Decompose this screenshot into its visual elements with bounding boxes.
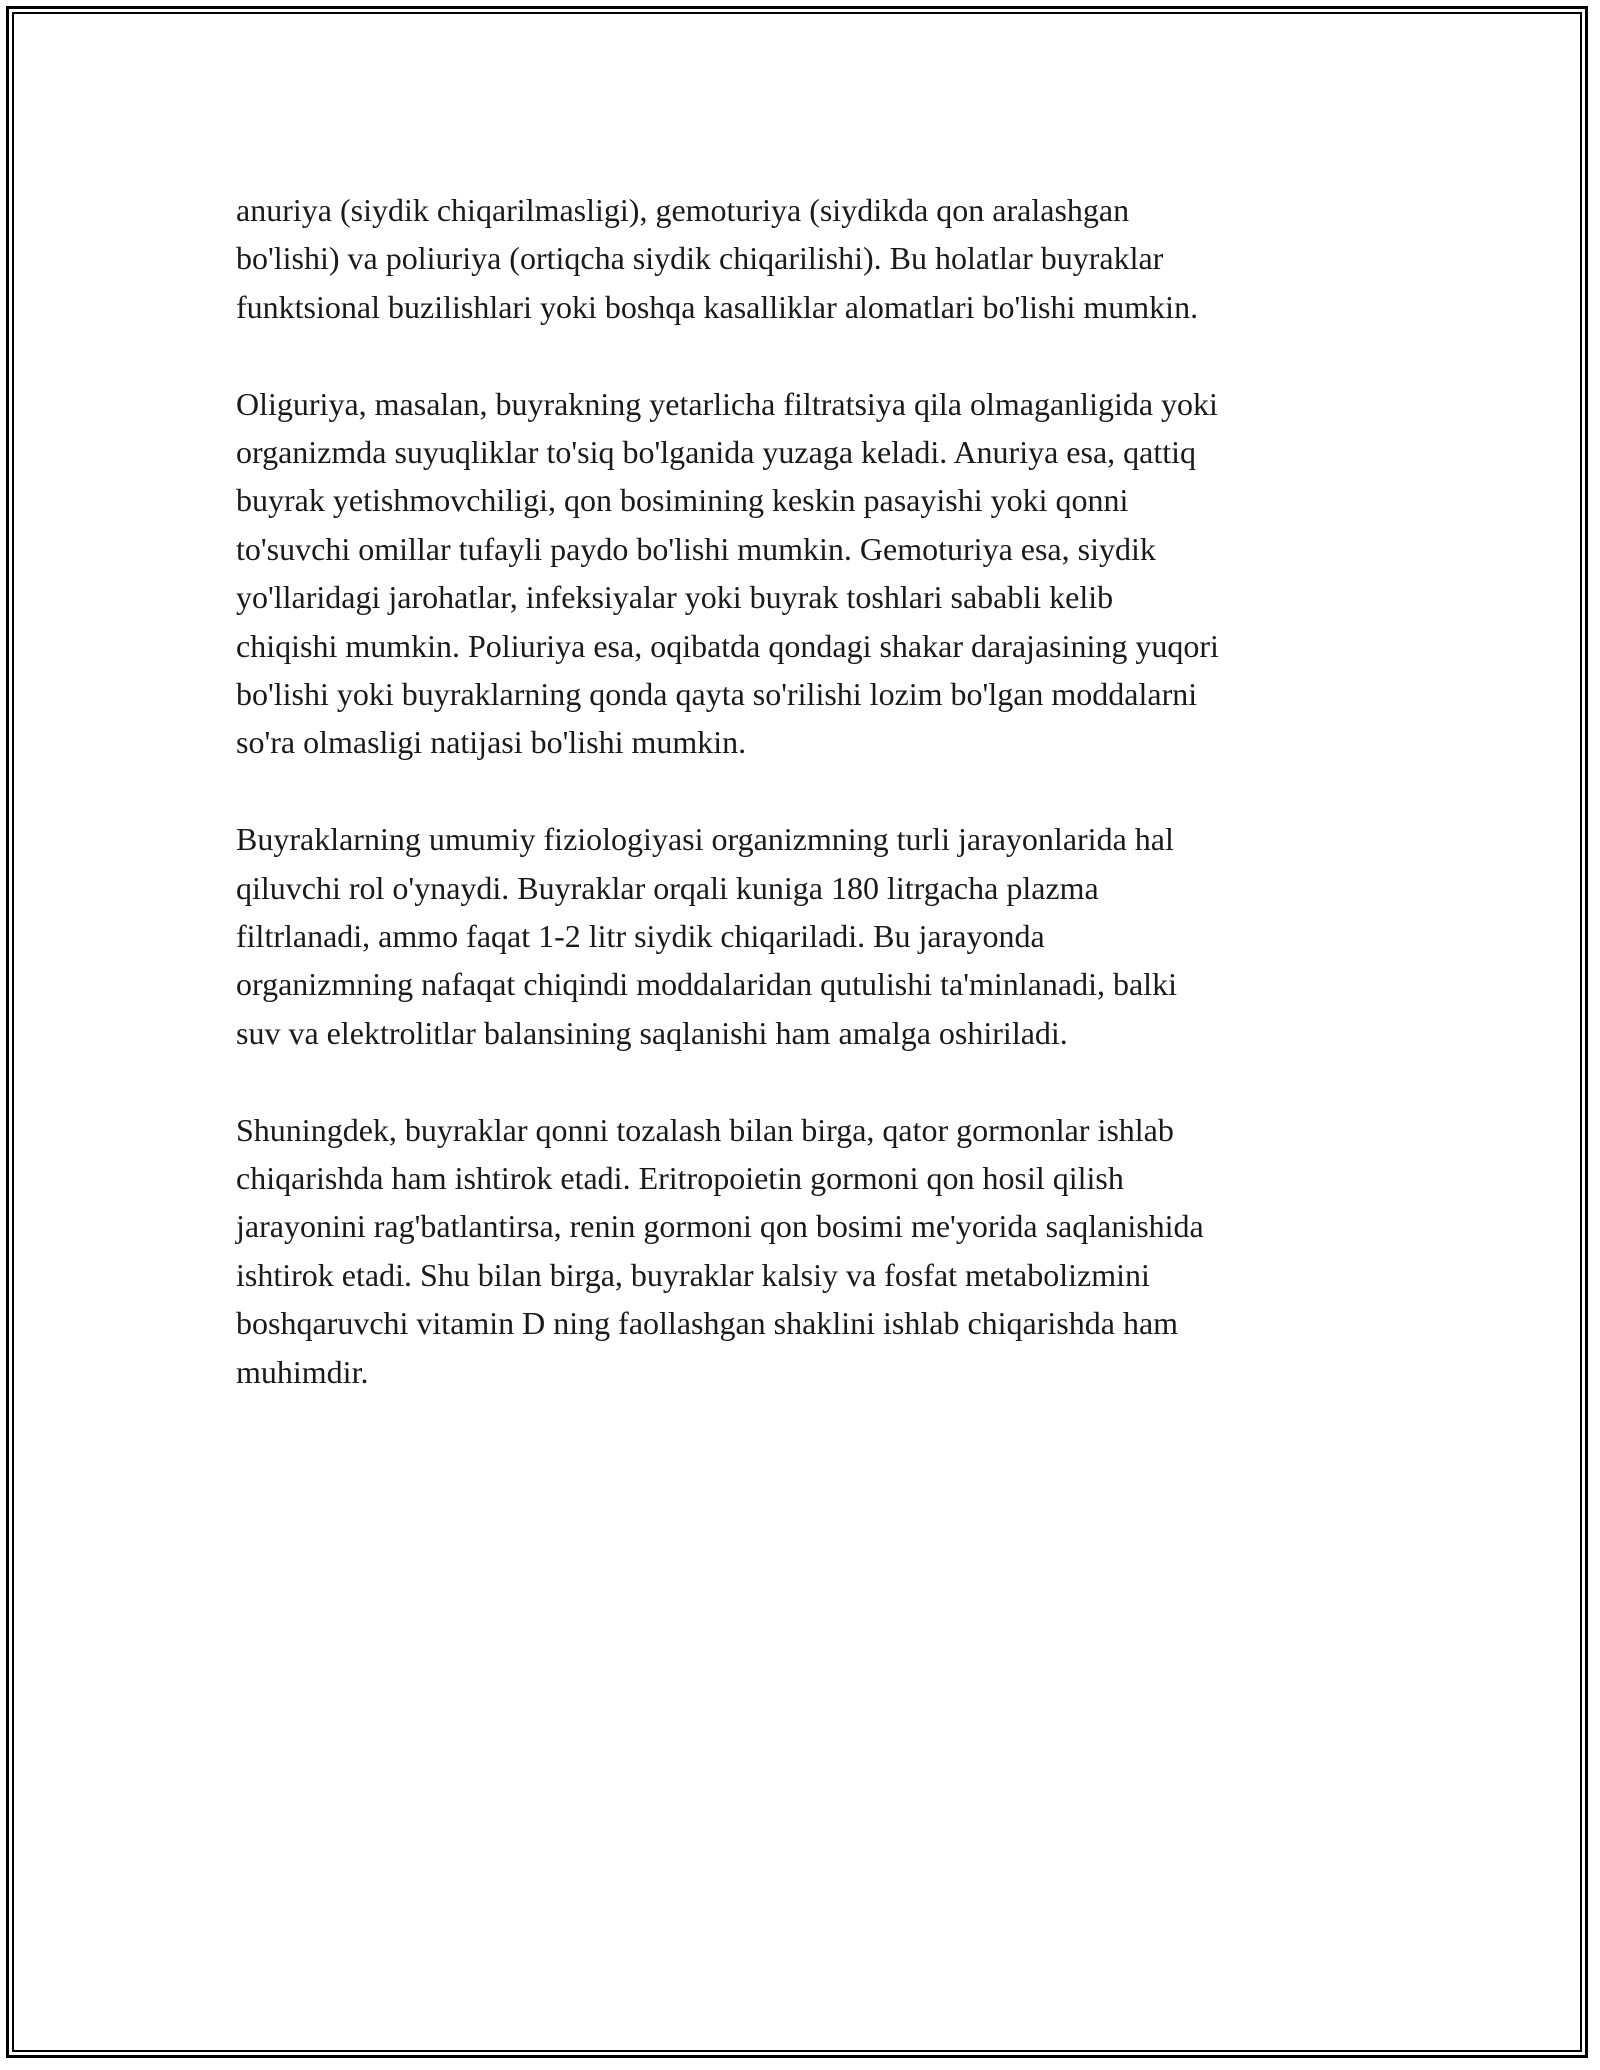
page-body [236,186,1376,1445]
paragraph: Shuningdek, buyraklar qonni tozalash bilan birga, qator gormonlar ishlab chiqarishda ham ishtirok etadi. Eritropoietin gormoni qon hosil qilish jarayonini rag'batlantirsa, renin gormoni qon bosimi me'yorida saqlanishida ishtirok etadi. Shu bilan birga, buyraklar kalsiy va fosfat metabolizmini boshqaruvchi vitamin D ning faollashgan shaklini ishlab chiqarishda ham muhimdir. [236,1111,1204,1390]
paragraph: Buyraklarning umumiy fiziologiyasi organizmning turli jarayonlarida hal qiluvchi rol o'ynaydi. Buyraklar orqali kuniga 180 litrgacha plazma filtrlanadi, ammo faqat 1-2 litr siydik chiqariladi. Bu jarayonda organizmning nafaqat chiqindi moddalaridan qutulishi ta'minlanadi, balki suv va elektrolitlar balansining saqlanishi ham amalga oshiriladi. [236,821,1177,1051]
paragraph: Oliguriya, masalan, buyrakning yetarlicha filtratsiya qila olmaganligida yoki organizmda suyuqliklar to'siq bo'lganida yuzaga keladi. Anuriya esa, qattiq buyrak yetishmovchiligi, qon bosimining keskin pasayishi yoki qonni to'suvchi omillar tufayli paydo bo'lishi mumkin. Gemoturiya esa, siydik yo'llaridagi jarohatlar, infeksiyalar yoki buyrak toshlari sababli kelib chiqishi mumkin. Poliuriya esa, oqibatda qondagi shakar darajasining yuqori bo'lishi yoki buyraklarning qonda qayta so'rilishi lozim bo'lgan moddalarni so'ra olmasligi natijasi bo'lishi mumkin. [236,385,1219,761]
paragraph: anuriya (siydik chiqarilmasligi), gemoturiya (siydikda qon aralashgan bo'lishi) va poliuriya (ortiqcha siydik chiqarilishi). Bu holatlar buyraklar funktsional buzilishlari yoki boshqa kasalliklar alomatlari bo'lishi mumkin. [236,192,1199,325]
